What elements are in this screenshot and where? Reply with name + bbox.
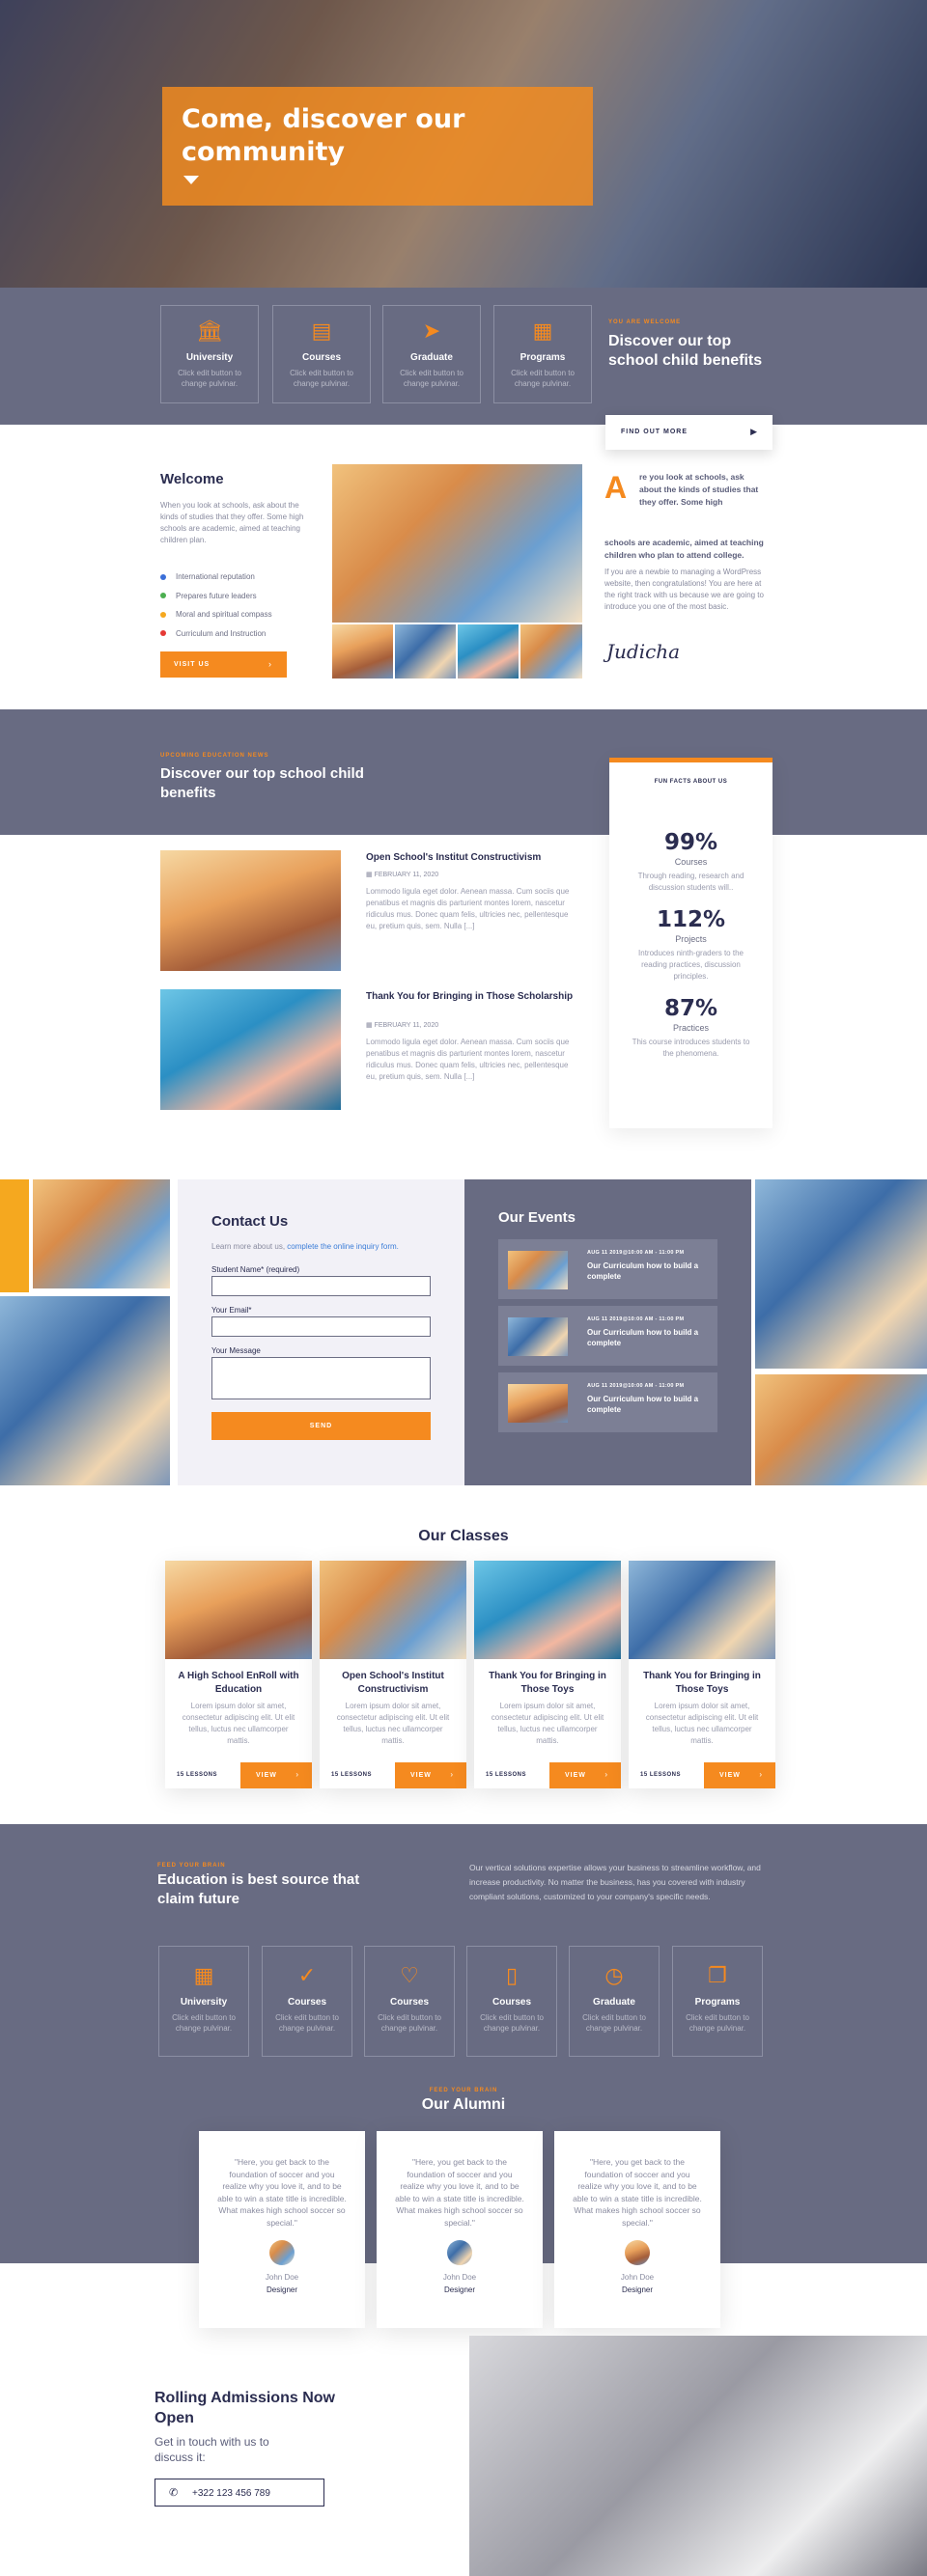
arrow-right-icon: ▶ [750,427,757,436]
post-excerpt: Lommodo ligula eget dolor. Aenean massa. Cum sociis que penatibus et magnis dis parturient montes lorem, nascetur ridiculus mus. Donec quam felis, ultricies nec, pellentesque eu, pretium quis, sem. Nulla [...] [366,887,570,930]
feature-desc: Click edit button to change pulvinar. [178,369,241,388]
feature-desc: Click edit button to change pulvinar. [400,369,464,388]
testimonial-card [377,2131,543,2328]
education-item[interactable] [466,1946,557,2057]
list-item-label: International reputation [176,572,255,582]
post-date-text: FEBRUARY 11, 2020 [374,1022,439,1029]
post-title[interactable]: Thank You for Bringing in Those Scholarship [366,991,574,1002]
post-photo[interactable] [160,850,341,971]
post-excerpt: Lommodo ligula eget dolor. Aenean massa. Cum sociis que penatibus et magnis dis parturient montes lorem, nascetur ridiculus mus. Donec quam felis, ultricies nec, pellentesque eu, pretium quis, sem. Nulla [...] [366,1038,570,1081]
phone-icon: ✆ [169,2487,179,2499]
education-item[interactable] [569,1946,660,2057]
welcome-thumb-photo [395,624,456,679]
arrow-right-icon: › [450,1770,453,1779]
calendar-icon: ▦ [366,1022,375,1029]
post-photo[interactable] [160,989,341,1110]
courses-icon: ▤ [311,319,332,343]
bullet-dot-icon [160,593,166,598]
avatar [625,2240,650,2265]
arrow-right-icon: › [604,1770,607,1779]
event-meta: AUG 11 2019@10:00 AM - 11:00 PM [587,1316,685,1322]
education-item[interactable] [364,1946,455,2057]
education-item-desc: Click edit button to change pulvinar. [378,2013,441,2033]
list-item-label: Curriculum and Instruction [176,628,267,638]
find-out-more-button[interactable] [605,415,772,450]
education-item-desc: Click edit button to change pulvinar. [172,2013,236,2033]
alumni-kicker: FEED YOUR BRAIN [429,2088,498,2093]
class-photo [474,1561,621,1659]
event-title[interactable]: Our Curriculum how to build a complete [587,1261,699,1281]
avatar [269,2240,295,2265]
accent-block [0,1179,29,1292]
check-circle-icon: ✓ [297,1963,317,1987]
welcome-text: When you look at schools, ask about the kinds of studies that they offer. Some high schools are academic, aimed at teaching children plan. [160,501,304,544]
arrow-right-icon: › [759,1770,762,1779]
copy-icon: ❐ [708,1963,727,1987]
event-title[interactable]: Our Curriculum how to build a complete [587,1395,699,1414]
arrow-right-icon: › [268,659,271,669]
event-meta: AUG 11 2019@10:00 AM - 11:00 PM [587,1383,685,1389]
education-kicker: FEED YOUR BRAIN [157,1863,226,1869]
list-item [160,587,272,606]
event-item[interactable] [498,1306,717,1366]
contact-photo [0,1296,170,1485]
admissions-photo [469,2336,927,2576]
student-name-input[interactable] [211,1276,431,1296]
feature-programs[interactable] [493,305,592,403]
visit-us-label: VISIT US [174,661,211,668]
list-item-label: Moral and spiritual compass [176,610,272,620]
phone-button[interactable] [154,2479,324,2507]
feature-graduate[interactable] [382,305,481,403]
education-item-title: Courses [287,1997,326,2008]
education-item-desc: Click edit button to change pulvinar. [480,2013,544,2033]
class-desc: Lorem ipsum dolor sit amet, consectetur adipiscing elit. Ut elit tellus, luctus nec ullamcorper mattis. [645,1702,759,1745]
view-button[interactable] [704,1762,775,1788]
class-desc: Lorem ipsum dolor sit amet, consectetur adipiscing elit. Ut elit tellus, luctus nec ullamcorper mattis. [182,1702,295,1745]
caret-down-icon[interactable] [183,176,199,184]
class-card[interactable] [165,1561,312,1788]
event-photo [508,1251,568,1289]
fact-desc: This course introduces students to the phenomena. [632,1038,750,1058]
class-title[interactable]: Thank You for Bringing in Those Toys [643,1671,761,1695]
class-desc: Lorem ipsum dolor sit amet, consectetur adipiscing elit. Ut elit tellus, luctus nec ullamcorper mattis. [491,1702,604,1745]
contact-photo [33,1179,170,1288]
contact-title: Contact Us [211,1213,289,1230]
events-title: Our Events [498,1209,576,1226]
education-item-title: Courses [492,1997,531,2008]
testimonial-role: Designer [621,2285,653,2294]
feature-university[interactable] [160,305,259,403]
fun-facts-card [609,758,772,1128]
send-label: SEND [309,1423,333,1429]
testimonial-name: John Doe [442,2273,477,2282]
welcome-list [160,568,272,643]
testimonial-card [199,2131,365,2328]
class-lessons: 15 LESSONS [177,1772,218,1778]
fact-value: 112% [656,907,726,932]
welcome-banner-title: Discover our top school child benefits [608,333,763,369]
event-title[interactable]: Our Curriculum how to build a complete [587,1328,699,1347]
education-item[interactable] [262,1946,352,2057]
event-photo [508,1384,568,1423]
class-lessons: 15 LESSONS [331,1772,373,1778]
email-input[interactable] [211,1316,431,1337]
signature: Judicha [606,640,681,663]
education-item[interactable] [158,1946,249,2057]
class-card[interactable] [320,1561,466,1788]
class-title[interactable]: Thank You for Bringing in Those Toys [489,1671,606,1695]
view-label: VIEW [719,1772,741,1779]
fact-label: Projects [675,934,707,944]
email-label: Your Email* [211,1306,252,1315]
feature-desc: Click edit button to change pulvinar. [511,369,575,388]
benefits-band [0,709,927,835]
education-item-desc: Click edit button to change pulvinar. [275,2013,339,2033]
welcome-kicker: YOU ARE WELCOME [608,319,682,325]
education-item-desc: Click edit button to change pulvinar. [686,2013,749,2033]
fact-item [609,830,772,894]
events-photo [755,1179,927,1369]
bullet-dot-icon [160,574,166,580]
class-photo [320,1561,466,1659]
welcome-title: Welcome [160,471,224,487]
hero-title: Come, discover our community [182,104,465,167]
testimonial-role: Designer [443,2285,475,2294]
education-title: Education is best source that claim future [157,1871,360,1907]
fact-label: Practices [672,1023,709,1033]
classes-title: Our Classes [418,1528,509,1544]
benefits-title: Discover our top school child benefits [160,765,364,801]
testimonial-name: John Doe [265,2273,299,2282]
avatar [447,2240,472,2265]
testimonial-quote: "Here, you get back to the foundation of soccer and you realize why you love it, and to be able to win a state title is incredible. What makes high school soccer so special." [217,2157,347,2228]
education-item-title: Courses [389,1997,429,2008]
message-label: Your Message [211,1346,261,1355]
visit-us-button[interactable] [160,651,287,678]
fact-label: Courses [674,857,708,867]
education-item[interactable] [672,1946,763,2057]
university-icon: 🏛 [196,319,223,343]
welcome-thumb-photo [520,624,582,679]
admissions-subtitle: Get in touch with us to discuss it: [154,2435,269,2464]
testimonial-card [554,2131,720,2328]
view-button[interactable] [240,1762,312,1788]
view-label: VIEW [410,1772,432,1779]
education-item-title: University [180,1997,228,2008]
testimonial-quote: "Here, you get back to the foundation of soccer and you realize why you love it, and to be able to win a state title is incredible. What makes high school soccer so special." [573,2157,702,2228]
welcome-lead: re you look at schools, ask about the kinds of studies that they offer. Some high [639,472,759,507]
file-icon: ▯ [505,1963,519,1987]
send-button[interactable] [211,1412,431,1440]
welcome-lead-continued: schools are academic, aimed at teaching children who plan to attend college. [604,538,764,560]
testimonial-name: John Doe [620,2273,655,2282]
education-item-desc: Click edit button to change pulvinar. [582,2013,646,2033]
clock-icon: ◷ [604,1963,624,1987]
alumni-title: Our Alumni [421,2096,506,2113]
class-title[interactable]: Open School's Institut Constructivism [342,1671,444,1695]
admissions-title: Rolling Admissions Now Open [154,2390,335,2426]
testimonial-quote: "Here, you get back to the foundation of soccer and you realize why you love it, and to be able to win a state title is incredible. What makes high school soccer so special." [395,2157,524,2228]
fact-desc: Introduces ninth-graders to the reading practices, discussion principles. [638,949,744,981]
class-lessons: 15 LESSONS [486,1772,527,1778]
bullet-dot-icon [160,612,166,618]
event-meta: AUG 11 2019@10:00 AM - 11:00 PM [587,1250,685,1256]
list-item [160,624,272,644]
feature-title: University [185,352,234,363]
contact-note [211,1242,399,1251]
feature-title: Courses [301,352,341,363]
inquiry-form-link[interactable]: complete the online inquiry form. [287,1242,399,1251]
message-textarea[interactable] [211,1357,431,1399]
feature-title: Graduate [410,352,453,363]
view-button[interactable] [549,1762,621,1788]
post-date-text: FEBRUARY 11, 2020 [374,872,439,878]
list-item [160,568,272,587]
class-photo [165,1561,312,1659]
class-lessons: 15 LESSONS [640,1772,682,1778]
welcome-body: If you are a newbie to managing a WordPress website, then congratulations! You are here at the right track with us because we are going to introduce you one of the most basic. [604,568,764,611]
testimonial-role: Designer [266,2285,297,2294]
class-desc: Lorem ipsum dolor sit amet, consectetur adipiscing elit. Ut elit tellus, luctus nec ullamcorper mattis. [336,1702,450,1745]
calendar-icon: ▦ [366,872,375,878]
event-photo [508,1317,568,1356]
heart-icon: ♡ [400,1963,419,1987]
events-photo [755,1374,927,1485]
class-card[interactable] [629,1561,775,1788]
student-name-label: Student Name* (required) [211,1265,300,1274]
fact-item [609,907,772,983]
fact-item [609,996,772,1060]
education-text: Our vertical solutions expertise allows your business to streamline workflow, and increase productivity. No matter the business, has you covered with industry compliant solutions, customized to your company's specific needs. [469,1863,761,1901]
fact-value: 99% [663,830,718,855]
education-item-title: Graduate [593,1997,635,2008]
phone-number: +322 123 456 789 [192,2488,270,2499]
event-item[interactable] [498,1239,717,1299]
class-title[interactable]: A High School EnRoll with Education [178,1671,299,1695]
calendar-icon: ▦ [193,1963,214,1987]
class-photo [629,1561,775,1659]
education-item-title: Programs [694,1997,741,2008]
view-label: VIEW [256,1772,277,1779]
feature-courses[interactable] [272,305,371,403]
hero-caption [162,87,593,206]
class-card[interactable] [474,1561,621,1788]
contact-note-text: Learn more about us, [211,1242,286,1251]
fact-value: 87% [663,996,718,1021]
feature-title: Programs [520,352,566,363]
facts-kicker: FUN FACTS ABOUT US [654,779,728,785]
list-item [160,605,272,624]
post-date [366,871,438,878]
fact-desc: Through reading, research and discussion students will.. [637,872,744,892]
post-date [366,1021,438,1029]
list-item-label: Prepares future leaders [176,591,257,600]
post-title[interactable]: Open School's Institut Constructivism [366,852,542,863]
welcome-thumb-photo [458,624,519,679]
find-out-more-label: FIND OUT MORE [621,429,688,435]
calendar-icon: ▦ [532,319,553,343]
benefits-kicker: UPCOMING EDUCATION NEWS [160,753,269,759]
welcome-thumb-photo [332,624,393,679]
view-label: VIEW [565,1772,586,1779]
feature-desc: Click edit button to change pulvinar. [290,369,353,388]
paper-plane-icon: ➤ [422,319,441,343]
welcome-main-photo [332,464,582,623]
view-button[interactable] [395,1762,466,1788]
arrow-right-icon: › [295,1770,298,1779]
drop-cap: A [604,470,628,505]
event-item[interactable] [498,1372,717,1432]
bullet-dot-icon [160,630,166,636]
